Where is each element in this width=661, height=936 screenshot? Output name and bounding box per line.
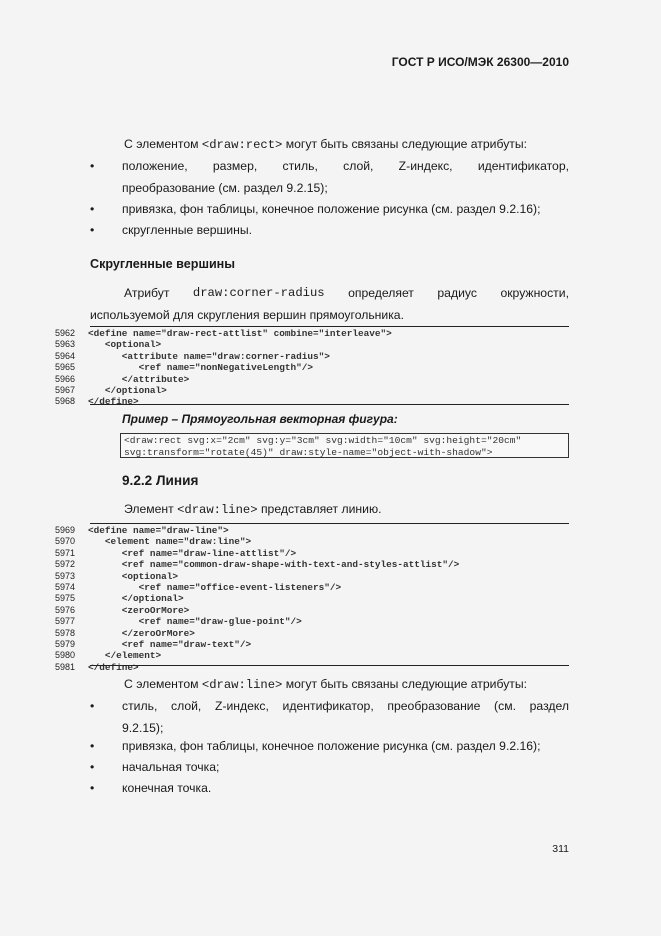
code-line	[55, 571, 575, 582]
attr-line2: используемой для скругления вершин прямоугольника.	[90, 308, 404, 322]
code-line	[55, 339, 575, 350]
list-item-text: стиль, слой, Z-индекс, идентификатор, преобразование (см. раздел	[122, 699, 569, 713]
intro-text-pre: С элементом	[124, 677, 202, 691]
list-item-text: скругленные вершины.	[122, 223, 252, 237]
divider	[90, 326, 569, 327]
code-text: <optional>	[88, 570, 179, 582]
bullet-icon: •	[90, 760, 95, 774]
page-number: 311	[552, 843, 569, 855]
line-number: 5963	[55, 339, 76, 350]
code-text: </optional>	[88, 593, 184, 605]
code-line	[55, 536, 575, 547]
attribute-paragraph	[90, 282, 569, 326]
line-number: 5973	[55, 570, 76, 581]
bullet-icon: •	[90, 739, 95, 753]
line-number: 5971	[55, 547, 76, 558]
line-number: 5981	[55, 661, 76, 672]
code-text: <ref name="draw-line-attlist"/>	[88, 547, 297, 559]
code-text: </zeroOrMore>	[88, 627, 195, 639]
code-line	[55, 362, 575, 373]
divider	[90, 523, 569, 524]
code-line	[55, 328, 575, 339]
list-item-text: начальная точка;	[122, 760, 220, 774]
line-number: 5964	[55, 350, 76, 361]
code-text: <ref name="office-event-listeners"/>	[88, 582, 342, 594]
list-item	[90, 198, 569, 220]
section-heading: Скругленные вершины	[90, 257, 236, 271]
code-text: </element>	[88, 650, 162, 662]
intro-text-post: могут быть связаны следующие атрибуты:	[282, 137, 528, 151]
code-line	[55, 396, 575, 407]
attr-word: Атрибут	[124, 286, 170, 300]
divider	[90, 404, 569, 405]
list-item	[90, 219, 569, 241]
code-line	[55, 525, 575, 536]
list-item	[90, 756, 569, 778]
line-number: 5969	[55, 525, 76, 535]
code-text: <optional>	[88, 339, 162, 351]
code-line	[55, 593, 575, 604]
code-line	[55, 548, 575, 559]
bullet-icon: •	[90, 202, 95, 216]
code-text: <ref name="draw-text"/>	[88, 639, 252, 651]
code-text: </optional>	[88, 385, 167, 397]
code-line	[55, 385, 575, 396]
line-number: 5974	[55, 582, 76, 593]
attr-word: радиус	[437, 286, 477, 300]
bullet-icon: •	[90, 223, 95, 237]
code-text: <ref name="common-draw-shape-with-text-and-styles-attlist"/>	[88, 559, 460, 571]
line-text-post: представляет линию.	[257, 502, 382, 516]
line-number: 5980	[55, 650, 76, 661]
list-item-text: конечная точка.	[122, 781, 212, 795]
line-text-pre: Элемент	[124, 502, 178, 516]
bullet-icon: •	[90, 699, 95, 713]
list-item	[90, 777, 569, 799]
line-paragraph	[90, 498, 569, 521]
code-text: </define>	[88, 661, 139, 673]
code-line	[55, 616, 575, 627]
list-item-text-cont: преобразование (см. раздел 9.2.15);	[122, 181, 328, 195]
code-text: <ref name="draw-glue-point"/>	[88, 616, 302, 628]
code-line	[55, 639, 575, 650]
code-text: </define>	[88, 396, 139, 408]
attr-word: окружности,	[500, 286, 569, 300]
code-line	[55, 582, 575, 593]
intro-text-post: могут быть связаны следующие атрибуты:	[282, 677, 528, 691]
line-number: 5976	[55, 604, 76, 615]
line-number: 5967	[55, 385, 76, 396]
line-number: 5970	[55, 536, 76, 547]
code-line	[55, 650, 575, 661]
code-text: <define name="draw-line">	[88, 525, 229, 536]
code-text: </attribute>	[88, 373, 190, 385]
document-header: ГОСТ Р ИСО/МЭК 26300—2010	[391, 55, 569, 69]
code-line	[55, 559, 575, 570]
subsection-heading: 9.2.2 Линия	[122, 473, 199, 488]
list-item	[90, 735, 569, 757]
code-line	[55, 662, 575, 673]
example-title: Пример – Прямоугольная векторная фигура:	[122, 412, 398, 426]
list-item-text: привязка, фон таблицы, конечное положение рисунка (см. раздел 9.2.16);	[122, 202, 541, 216]
code-block-1	[55, 328, 575, 408]
code-text: <zeroOrMore>	[88, 604, 190, 616]
intro-text-pre: С элементом	[124, 137, 202, 151]
line-number: 5962	[55, 328, 76, 338]
code-text: <ref name="nonNegativeLength"/>	[88, 362, 314, 374]
intro-paragraph	[90, 133, 569, 156]
intro-paragraph-2	[90, 673, 569, 696]
attr-word: определяет	[348, 286, 414, 300]
bullet-icon: •	[90, 159, 95, 173]
line-number: 5978	[55, 627, 76, 638]
list-item	[90, 155, 569, 199]
list-item-text: привязка, фон таблицы, конечное положение рисунка (см. раздел 9.2.16);	[122, 739, 541, 753]
list-item-text-cont: 9.2.15);	[122, 721, 164, 735]
example-code-line: svg:transform="rotate(45)" draw:style-name="object-with-shadow">	[124, 446, 493, 458]
intro-code: <draw:rect>	[201, 138, 283, 152]
line-code: <draw:line>	[177, 503, 258, 517]
bullet-icon: •	[90, 781, 95, 795]
line-number: 5966	[55, 373, 76, 384]
example-code-box	[120, 433, 569, 458]
code-line	[55, 628, 575, 639]
code-text: <define name="draw-rect-attlist" combine="interleave">	[88, 328, 392, 339]
code-text: <element name="draw:line">	[88, 536, 252, 548]
list-item	[90, 695, 569, 739]
line-number: 5979	[55, 639, 76, 650]
code-line	[55, 374, 575, 385]
line-number: 5968	[55, 396, 76, 407]
line-number: 5965	[55, 362, 76, 373]
code-line	[55, 351, 575, 362]
intro-code: <draw:line>	[201, 678, 283, 692]
line-number: 5975	[55, 593, 76, 604]
code-block-2	[55, 525, 575, 673]
code-text: <attribute name="draw:corner-radius">	[88, 350, 330, 362]
attr-code: draw:corner-radius	[192, 286, 325, 300]
example-code-line: <draw:rect svg:x="2cm" svg:y="3cm" svg:width="10cm" svg:height="20cm"	[124, 435, 522, 446]
code-line	[55, 605, 575, 616]
line-number: 5972	[55, 559, 76, 570]
list-item-text: положение, размер, стиль, слой, Z-индекс, идентификатор,	[122, 159, 569, 173]
divider	[90, 665, 569, 666]
line-number: 5977	[55, 616, 76, 627]
